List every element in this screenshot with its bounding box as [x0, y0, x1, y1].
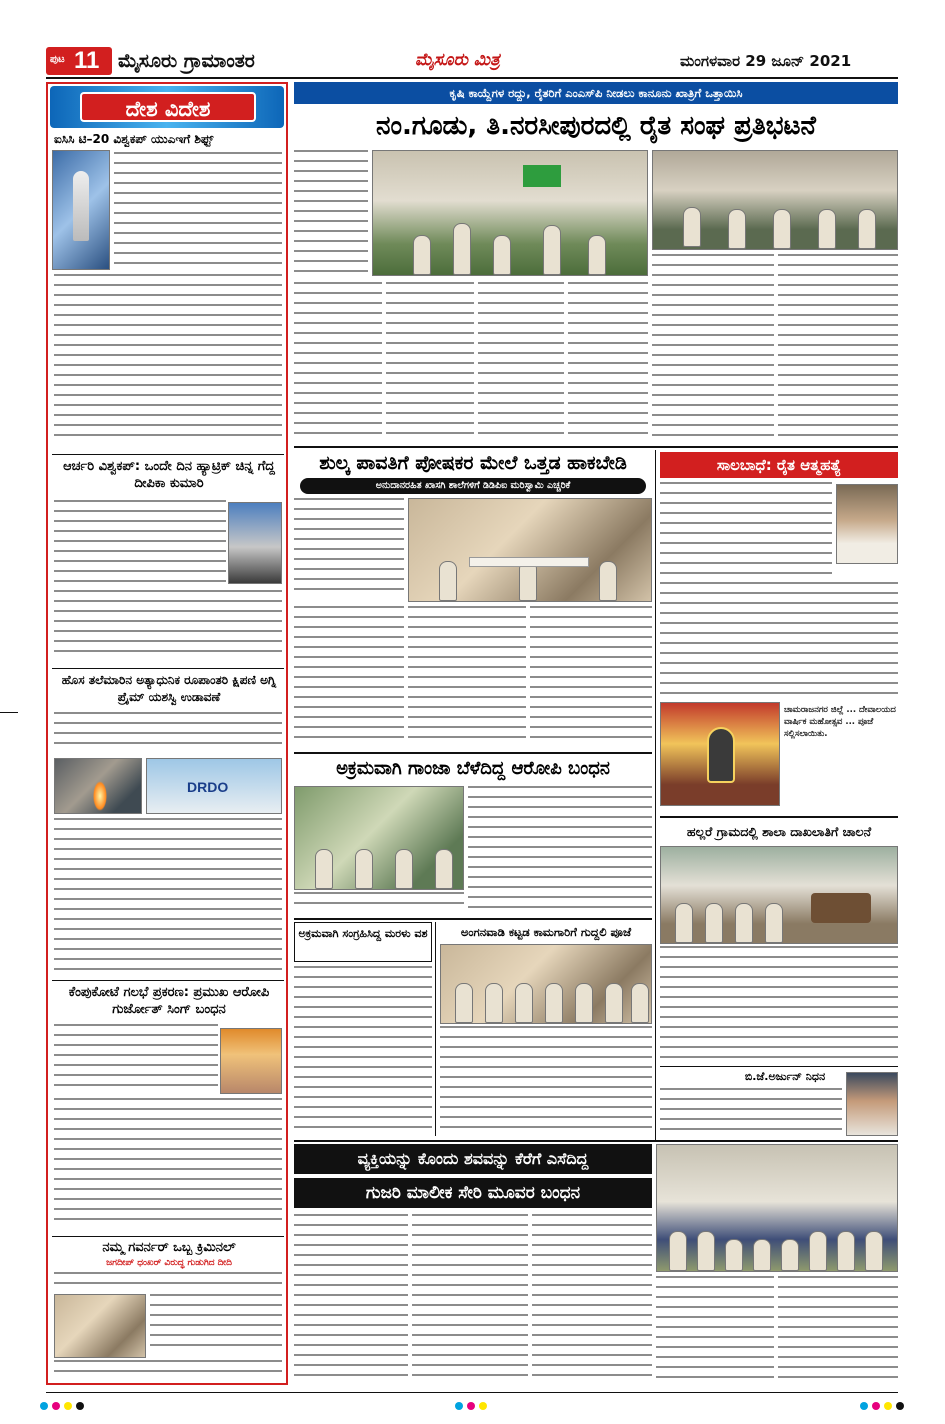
fees-subhead: ಅನುದಾನರಹಿತ ಖಾಸಗಿ ಶಾಲೆಗಳಿಗೆ ಡಿಡಿಪಿಐ ಮರಿಸ್ವಾಮಿ ಎಚ್ಚರಿಕೆ [300, 478, 646, 494]
top-story-col4 [478, 282, 564, 442]
registration-dot [40, 1402, 48, 1410]
masthead [0, 0, 945, 82]
fees-body-col3 [408, 606, 526, 750]
divider [52, 1236, 284, 1237]
story-redfort-body-2 [54, 1098, 282, 1234]
suicide-body-2 [660, 582, 898, 700]
flame-icon [93, 781, 107, 811]
story-archery-body-2 [54, 590, 282, 664]
village-headline: ಹಲ್ಲರೆ ಗ್ರಾಮದಲ್ಲಿ ಶಾಲಾ ದಾಖಲಾತಿಗೆ ಚಾಲನೆ [686, 824, 872, 839]
section-band [50, 86, 284, 128]
missile-photo [54, 758, 142, 814]
left-column [46, 82, 288, 1385]
suicide-headline: ಸಾಲಬಾಧೆ: ರೈತ ಆತ್ಮಹತ್ಯೆ [660, 452, 898, 478]
obituary-headline: ಬಿ.ಜೆ.ಅರ್ಜುನ್ ನಿಧನ [744, 1070, 826, 1083]
divider [435, 922, 436, 1136]
story-governor-body-2 [150, 1294, 282, 1358]
trophy-icon [73, 171, 89, 241]
story-archery-headline: ಆರ್ಚರಿ ವಿಶ್ವಕಪ್: ಒಂದೇ ದಿನ ಹ್ಯಾಟ್ರಿಕ್ ಚಿನ್ನ ಗೆದ್ದ ದೀಪಿಕಾ ಕುಮಾರಿ [63, 459, 275, 491]
suicide-body-1 [660, 482, 832, 580]
paper-logo: ಮೈಸೂರು ಮಿತ್ರ [415, 50, 500, 70]
story-cricket-body [114, 152, 282, 270]
cart-icon [811, 893, 871, 923]
protest-photo-2 [652, 150, 898, 250]
fees-body-col4 [530, 606, 652, 750]
village-body [660, 946, 898, 1066]
registration-dot [860, 1402, 868, 1410]
ganja-headline: ಅಕ್ರಮವಾಗಿ ಗಾಂಜಾ ಬೆಳೆದಿದ್ದ ಆರೋಪಿ ಬಂಧನ [336, 758, 610, 779]
registration-dot [455, 1402, 463, 1410]
story-governor-headline: ನಮ್ಮ ಗವರ್ನರ್ ಒಬ್ಬ ಕ್ರಿಮಿನಲ್ [102, 1240, 236, 1255]
story-governor-body [54, 1272, 282, 1292]
temple-photo [660, 702, 780, 806]
meeting-photo [408, 498, 652, 602]
story-cricket-body-2 [54, 274, 282, 450]
obituary-body [660, 1088, 842, 1136]
registration-dot [896, 1402, 904, 1410]
deity-icon [707, 727, 735, 783]
bottom-body-col4 [656, 1276, 774, 1382]
story-missile-headline: ಹೊಸ ತಲೆಮಾರಿನ ಅತ್ಯಾಧುನಿಕ ರೂಪಾಂತರಿ ಕ್ಷಿಪಣಿ ಅಗ್ನಿ ಪ್ರೈಮ್ ಯಶಸ್ವಿ ಉಡಾವಣೆ [61, 673, 277, 704]
top-story-col1 [294, 150, 368, 280]
registration-dot [76, 1402, 84, 1410]
story-cricket-headline: ಐಸಿಸಿ ಟಿ–20 ವಿಶ್ವಕಪ್ ಯುಎಇಗೆ ಶಿಫ್ಟ್ [54, 132, 214, 146]
top-story-col3 [386, 282, 474, 442]
ganja-photo [294, 786, 464, 890]
registration-dot [872, 1402, 880, 1410]
bottom-body-col3 [532, 1214, 652, 1382]
temple-caption: ಚಾಮರಾಜನಗರ ಜಿಲ್ಲೆ ... ದೇವಾಲಯದ ವಾರ್ಷಿಕ ಮಹೋತ್ಸವ ... ಪೂಜೆ ಸಲ್ಲಿಸಲಾಯಿತು. [784, 705, 896, 739]
divider [294, 918, 652, 920]
story-missile-body [54, 712, 282, 756]
divider [52, 454, 284, 455]
story-governor-subhead: ಜಗದೀಪ್ ಧಂಖರ್ ವಿರುದ್ಧ ಗುಡುಗಿದ ದೀದಿ [106, 1258, 232, 1268]
top-story-col7 [778, 254, 898, 442]
masthead-rule [46, 77, 898, 79]
governor-photo [54, 1294, 146, 1358]
protest-photo-1 [372, 150, 648, 276]
registration-dot [884, 1402, 892, 1410]
anganwadi-photo [440, 944, 652, 1024]
divider [294, 1140, 898, 1142]
fees-body-col1 [294, 498, 404, 604]
divider [660, 1066, 898, 1067]
sand-body [294, 966, 432, 1136]
page-label: ಪುಟ [50, 54, 65, 65]
sand-headline-box [294, 922, 432, 962]
top-kicker: ಕೃಷಿ ಕಾಯ್ದೆಗಳ ರದ್ದು, ರೈತರಿಗೆ ಎಂಎಸ್‌ಪಿ ನೀಡಲು ಕಾನೂನು ಖಾತ್ರಿಗೆ ಒತ್ತಾಯಿಸಿ [294, 82, 898, 104]
anganwadi-headline: ಅಂಗನವಾಡಿ ಕಟ್ಟಡ ಕಾಮಗಾರಿಗೆ ಗುದ್ದಲಿ ಪೂಜೆ [460, 925, 632, 939]
story-missile-body-2 [54, 818, 282, 978]
divider [52, 668, 284, 669]
divider [655, 450, 656, 1140]
bottom-body-col5 [778, 1276, 898, 1382]
top-headline: ನಂ.ಗೂಡು, ತಿ.ನರಸೀಪುರದಲ್ಲಿ ರೈತ ಸಂಘ ಪ್ರತಿಭಟನೆ [376, 111, 816, 141]
divider [52, 980, 284, 981]
fees-headline: ಶುಲ್ಕ ಪಾವತಿಗೆ ಪೋಷಕರ ಮೇಲೆ ಒತ್ತಡ ಹಾಕಬೇಡಿ [319, 452, 627, 474]
ganja-body [468, 786, 652, 916]
story-governor-body-3 [54, 1360, 282, 1382]
village-photo [660, 846, 898, 944]
divider [294, 752, 652, 754]
ganja-caption [294, 892, 464, 916]
story-redfort-body [54, 1024, 218, 1096]
top-story-col6 [652, 254, 774, 442]
registration-dot [52, 1402, 60, 1410]
fees-body-col2 [294, 606, 404, 750]
arrest-photo [656, 1144, 898, 1272]
top-story-col2 [294, 282, 382, 442]
trophy-photo [52, 150, 110, 270]
issue-date: ಮಂಗಳವಾರ 29 ಜೂನ್ 2021 [680, 52, 852, 70]
bottom-headline-line2: ಗುಜರಿ ಮಾಲೀಕ ಸೇರಿ ಮೂವರ ಬಂಧನ [294, 1178, 652, 1208]
registration-dot [64, 1402, 72, 1410]
edition-name: ಮೈಸೂರು ಗ್ರಾಮಾಂತರ [118, 50, 255, 72]
flag-icon [523, 165, 561, 187]
section-title: ದೇಶ ವಿದೇಶ [80, 92, 256, 122]
page-number-box [46, 47, 112, 75]
sand-headline: ಅಕ್ರಮವಾಗಿ ಸಂಗ್ರಹಿಸಿದ್ದ ಮರಳು ವಶ [298, 927, 428, 940]
drdo-label: DRDO [187, 779, 229, 795]
footer-rule [46, 1392, 898, 1393]
obituary-photo [846, 1072, 898, 1136]
farmer-photo [836, 484, 898, 564]
bottom-body-col1 [294, 1214, 408, 1382]
registration-dot [467, 1402, 475, 1410]
drdo-photo [146, 758, 282, 814]
bottom-headline-line1: ವ್ಯಕ್ತಿಯನ್ನು ಕೊಂದು ಶವವನ್ನು ಕೆರೆಗೆ ಎಸೆದಿದ್ದ [294, 1144, 652, 1174]
page-number: 11 [74, 47, 100, 74]
top-story-col5 [568, 282, 648, 442]
anganwadi-body [440, 1026, 652, 1136]
story-archery-body [54, 500, 226, 588]
story-redfort-headline: ಕೆಂಪುಕೋಟೆ ಗಲಭೆ ಪ್ರಕರಣ: ಪ್ರಮುಖ ಆರೋಪಿ ಗುರ್ಜೋತ್ ಸಿಂಗ್ ಬಂಧನ [68, 985, 270, 1017]
registration-dot [479, 1402, 487, 1410]
archer-photo [228, 502, 282, 584]
bottom-body-col2 [412, 1214, 528, 1382]
divider [294, 446, 898, 448]
accused-photo [220, 1028, 282, 1094]
divider [660, 816, 898, 818]
bottom-headline-box [294, 1144, 652, 1210]
crop-mark [0, 712, 18, 713]
